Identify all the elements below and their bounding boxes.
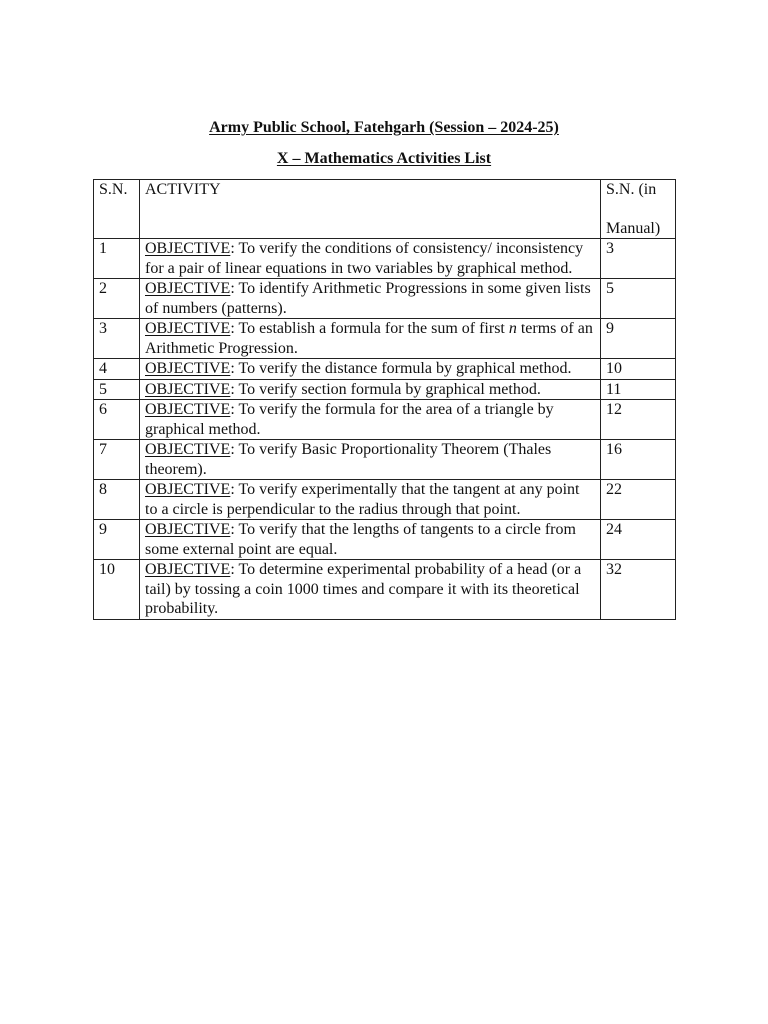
activities-table — [93, 179, 676, 620]
objective-label: OBJECTIVE — [145, 320, 231, 337]
objective-label: OBJECTIVE — [145, 481, 231, 498]
row-manual-number: 32 — [601, 560, 676, 620]
row-manual-number: 12 — [601, 400, 676, 440]
row-sn: 8 — [94, 480, 140, 520]
math-variable-n: n — [508, 320, 517, 337]
table-row — [94, 440, 676, 480]
column-header-manual-line1: S.N. (in — [606, 181, 657, 198]
row-manual-number: 3 — [601, 239, 676, 279]
row-sn: 2 — [94, 279, 140, 319]
table-row — [94, 279, 676, 319]
row-sn: 9 — [94, 520, 140, 560]
table-header-row — [94, 180, 676, 239]
objective-text: To verify the formula for the area of a triangle by graphical method. — [145, 401, 554, 438]
table-row — [94, 480, 676, 520]
objective-label: OBJECTIVE — [145, 441, 231, 458]
row-activity: OBJECTIVE: To verify section formula by graphical method. — [140, 379, 601, 400]
row-activity: OBJECTIVE: To establish a formula for the sum of first n terms of an Arithmetic Progression. — [140, 319, 601, 359]
table-row — [94, 379, 676, 400]
objective-text: To verify section formula by graphical method. — [238, 380, 541, 398]
objective-text: To verify experimentally that the tangent at any point to a circle is perpendicular to the radius through that point. — [145, 481, 580, 518]
column-header-sn: S.N. — [94, 180, 140, 239]
objective-text: To verify the distance formula by graphical method. — [238, 360, 572, 377]
objective-label: OBJECTIVE — [145, 240, 231, 257]
row-sn: 1 — [94, 239, 140, 279]
school-title: Army Public School, Fatehgarh (Session – 2024-25) — [209, 119, 559, 136]
row-activity: OBJECTIVE: To verify the formula for the area of a triangle by graphical method. — [140, 400, 601, 440]
row-activity: OBJECTIVE: To verify experimentally that the tangent at any point to a circle is perpendicular to the radius through that point. — [140, 480, 601, 520]
objective-label: OBJECTIVE — [145, 521, 231, 538]
column-header-manual — [601, 180, 676, 239]
column-header-activity: ACTIVITY — [140, 180, 601, 239]
row-manual-number: 11 — [601, 379, 676, 400]
table-row — [94, 319, 676, 359]
row-manual-number: 5 — [601, 279, 676, 319]
table-row — [94, 560, 676, 620]
row-sn: 10 — [94, 560, 140, 620]
objective-text-pre: To establish a formula for the sum of first — [238, 320, 509, 337]
row-sn: 4 — [94, 359, 140, 380]
objective-text: To determine experimental probability of a head (or a tail) by tossing a coin 1000 times and compare it with its theoretical probability. — [145, 561, 582, 617]
row-manual-number: 9 — [601, 319, 676, 359]
list-title: X – Mathematics Activities List — [276, 150, 492, 167]
row-sn: 3 — [94, 319, 140, 359]
row-sn: 5 — [94, 379, 140, 400]
row-activity: OBJECTIVE: To verify that the lengths of tangents to a circle from some external point are equal. — [140, 520, 601, 560]
row-manual-number: 16 — [601, 440, 676, 480]
row-activity: OBJECTIVE: To determine experimental probability of a head (or a tail) by tossing a coin 1000 times and compare it with its theoretical probability. — [140, 560, 601, 620]
row-sn: 7 — [94, 440, 140, 480]
objective-label: OBJECTIVE — [145, 380, 231, 398]
row-activity: OBJECTIVE: To verify Basic Proportionality Theorem (Thales theorem). — [140, 440, 601, 480]
table-row — [94, 400, 676, 440]
objective-label: OBJECTIVE — [145, 360, 231, 377]
row-activity: OBJECTIVE: To verify the distance formula by graphical method. — [140, 359, 601, 380]
row-activity: OBJECTIVE: To identify Arithmetic Progressions in some given lists of numbers (patterns). — [140, 279, 601, 319]
row-manual-number: 22 — [601, 480, 676, 520]
row-manual-number: 10 — [601, 359, 676, 380]
objective-text: To verify that the lengths of tangents to a circle from some external point are equal. — [145, 521, 576, 558]
objective-text: To verify Basic Proportionality Theorem (Thales theorem). — [145, 441, 552, 478]
objective-label: OBJECTIVE — [145, 561, 231, 578]
objective-text-post: terms of an Arithmetic Progression. — [145, 320, 593, 357]
row-activity: OBJECTIVE: To verify the conditions of consistency/ inconsistency for a pair of linear equations in two variables by graphical method. — [140, 239, 601, 279]
table-row — [94, 520, 676, 560]
table-row — [94, 359, 676, 380]
column-header-manual-line2: Manual) — [606, 219, 661, 237]
objective-text: To identify Arithmetic Progressions in some given lists of numbers (patterns). — [145, 280, 591, 317]
row-sn: 6 — [94, 400, 140, 440]
row-manual-number: 24 — [601, 520, 676, 560]
objective-text: To verify the conditions of consistency/ inconsistency for a pair of linear equations in two variables by graphical method. — [145, 240, 584, 277]
objective-label: OBJECTIVE — [145, 280, 231, 297]
table-row — [94, 239, 676, 279]
objective-label: OBJECTIVE — [145, 401, 231, 418]
